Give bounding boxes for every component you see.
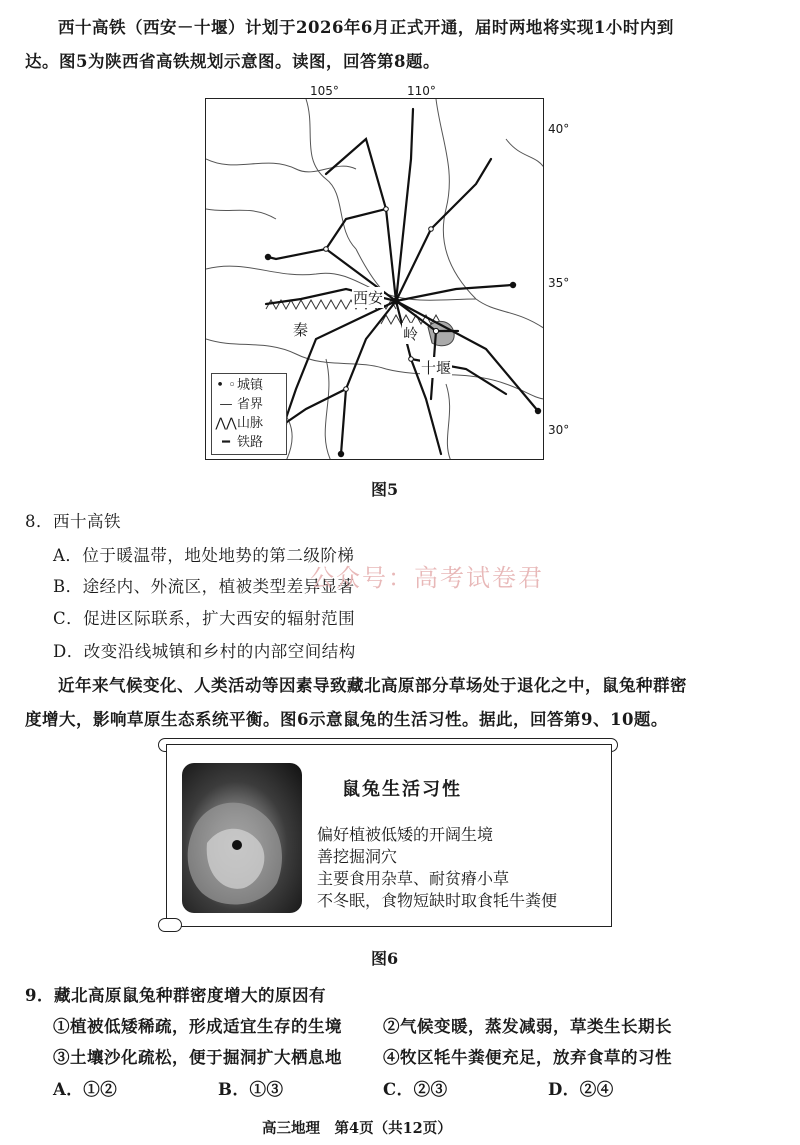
q9-option-a: A．①②: [53, 1080, 118, 1099]
figure-6-scroll: [158, 738, 618, 930]
legend-label-town: 城镇: [237, 378, 264, 393]
lat-tick-40: 40°: [548, 122, 570, 136]
map-legend: [211, 373, 287, 455]
figure-6-caption: 图6: [371, 949, 399, 968]
q8-option-b: B．途经内、外流区，植被类型差异显著: [53, 577, 355, 596]
map-label-shiyan: 十堰: [421, 359, 452, 377]
mountain-icon: ⋀⋀: [215, 416, 237, 431]
boundary-icon: —: [219, 397, 233, 412]
map-label-qin: 秦: [293, 321, 309, 339]
q9-item-2: ②气候变暖，蒸发减弱，草类生长期长: [383, 1017, 672, 1036]
railway-icon: ━: [222, 435, 230, 450]
q9-item-4: ④牧区牦牛粪便充足，放弃食草的习性: [383, 1048, 672, 1067]
q8-option-d: D．改变沿线城镇和乡村的内部空间结构: [53, 642, 356, 661]
habit-4: 不冬眠，食物短缺时取食牦牛粪便: [317, 891, 558, 910]
intro2-line-1: 近年来气候变化、人类活动等因素导致藏北高原部分草场处于退化之中，鼠兔种群密: [58, 676, 687, 695]
legend-row-boundary: [215, 395, 283, 414]
intro2-line-2: 度增大，影响草原生态系统平衡。图6示意鼠兔的生活习性。据此，回答第9、10题。: [25, 710, 668, 729]
q9-stem: 9．藏北高原鼠兔种群密度增大的原因有: [25, 986, 326, 1005]
habit-1: 偏好植被低矮的开阔生境: [317, 825, 494, 844]
legend-row-town: [215, 376, 283, 395]
scroll-body: [166, 744, 612, 927]
map-label-ling: 岭: [403, 325, 419, 343]
legend-row-railway: [215, 433, 283, 452]
figure-6-title: 鼠兔生活习性: [342, 779, 462, 800]
q9-option-d: D．②④: [548, 1080, 614, 1099]
scroll-bottom-roll: [158, 918, 182, 932]
q9-option-c: C．②③: [383, 1080, 448, 1099]
lat-tick-35: 35°: [548, 276, 570, 290]
legend-row-mountain: [215, 414, 283, 433]
q8-option-c: C．促进区际联系，扩大西安的辐射范围: [53, 609, 356, 628]
habit-2: 善挖掘洞穴: [317, 847, 398, 866]
intro-line-2: 达。图5为陕西省高铁规划示意图。读图，回答第8题。: [25, 52, 440, 71]
page-footer: 高三地理 第4页（共12页）: [262, 1120, 452, 1137]
legend-label-mountain: 山脉: [237, 416, 264, 431]
town-icon: • ◦: [216, 378, 236, 393]
q8-stem: 8．西十高铁: [25, 512, 121, 531]
lon-tick-105: 105°: [310, 84, 339, 98]
legend-label-railway: 铁路: [237, 435, 264, 450]
watermark: 公众号：高考试卷君: [310, 564, 544, 592]
q9-option-b: B．①③: [218, 1080, 284, 1099]
q9-item-3: ③土壤沙化疏松，便于掘洞扩大栖息地: [53, 1048, 342, 1067]
lat-tick-30: 30°: [548, 423, 570, 437]
shaanxi-rail-map: [205, 98, 544, 460]
pika-photo: [182, 763, 302, 913]
habit-3: 主要食用杂草、耐贫瘠小草: [317, 869, 510, 888]
figure-5-caption: 图5: [371, 480, 399, 499]
q8-option-a: A．位于暖温带，地处地势的第二级阶梯: [53, 546, 355, 565]
map-label-xian: 西安: [353, 289, 384, 307]
intro-line-1: 西十高铁（西安－十堰）计划于2026年6月正式开通，届时两地将实现1小时内到: [58, 18, 674, 37]
legend-label-boundary: 省界: [237, 397, 264, 412]
q9-item-1: ①植被低矮稀疏，形成适宜生存的生境: [53, 1017, 342, 1036]
lon-tick-110: 110°: [407, 84, 436, 98]
